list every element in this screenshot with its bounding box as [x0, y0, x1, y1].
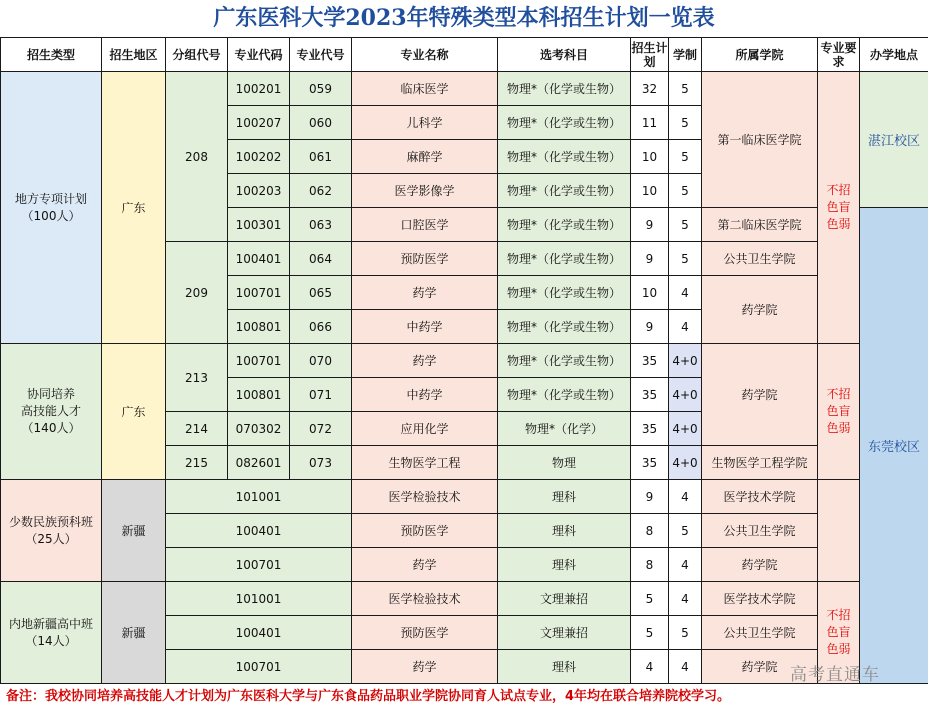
plan-cell: 35 — [631, 446, 669, 480]
code-cell: 101001 — [166, 582, 352, 616]
fenzu-cell: 215 — [166, 446, 228, 480]
college-cell: 医学技术学院 — [702, 480, 818, 514]
requirement-cell: 不招 色盲 色弱 — [818, 344, 860, 480]
code-cell: 082601 — [228, 446, 290, 480]
years-cell: 5 — [669, 106, 702, 140]
years-cell: 5 — [669, 242, 702, 276]
plan-cell: 35 — [631, 344, 669, 378]
plan-cell: 11 — [631, 106, 669, 140]
enrollment-table — [0, 37, 928, 684]
page-title: 广东医科大学2023年特殊类型本科招生计划一览表 — [213, 5, 715, 31]
code-cell: 101001 — [166, 480, 352, 514]
header-cell: 所属学院 — [702, 38, 818, 72]
fenzu-cell: 208 — [166, 72, 228, 242]
plan-cell: 10 — [631, 174, 669, 208]
college-cell: 生物医学工程学院 — [702, 446, 818, 480]
code-cell: 100401 — [166, 514, 352, 548]
subject-cell: 物理*（化学或生物） — [498, 310, 631, 344]
header-cell: 分组代号 — [166, 38, 228, 72]
subject-cell: 物理*（化学或生物） — [498, 140, 631, 174]
name-cell: 医学检验技术 — [352, 480, 498, 514]
no-cell: 059 — [290, 72, 352, 106]
header-cell: 专业代号 — [290, 38, 352, 72]
name-cell: 医学检验技术 — [352, 582, 498, 616]
years-cell: 5 — [669, 208, 702, 242]
name-cell: 中药学 — [352, 378, 498, 412]
name-cell: 临床医学 — [352, 72, 498, 106]
subject-cell: 理科 — [498, 514, 631, 548]
header-cell: 学制 — [669, 38, 702, 72]
subject-cell: 物理*（化学或生物） — [498, 106, 631, 140]
requirement-cell-empty — [818, 480, 860, 582]
name-cell: 预防医学 — [352, 242, 498, 276]
plan-cell: 8 — [631, 514, 669, 548]
subject-cell: 物理*（化学或生物） — [498, 72, 631, 106]
subject-cell: 理科 — [498, 650, 631, 684]
name-cell: 中药学 — [352, 310, 498, 344]
plan-cell: 9 — [631, 208, 669, 242]
group-region-cell: 新疆 — [102, 582, 166, 684]
no-cell: 072 — [290, 412, 352, 446]
years-cell: 5 — [669, 140, 702, 174]
campus-cell: 湛江校区 — [860, 72, 928, 208]
years-cell: 5 — [669, 616, 702, 650]
code-cell: 100202 — [228, 140, 290, 174]
header-cell: 办学地点 — [860, 38, 928, 72]
college-cell: 药学院 — [702, 344, 818, 446]
no-cell: 073 — [290, 446, 352, 480]
years-cell: 4 — [669, 650, 702, 684]
plan-cell: 35 — [631, 378, 669, 412]
subject-cell: 物理*（化学或生物） — [498, 174, 631, 208]
requirement-cell: 不招 色盲 色弱 — [818, 582, 860, 684]
years-cell: 5 — [669, 514, 702, 548]
code-cell: 100401 — [166, 616, 352, 650]
no-cell: 062 — [290, 174, 352, 208]
subject-cell: 文理兼招 — [498, 582, 631, 616]
years-cell: 5 — [669, 72, 702, 106]
requirement-cell: 不招 色盲 色弱 — [818, 72, 860, 344]
code-cell: 100701 — [166, 548, 352, 582]
no-cell: 071 — [290, 378, 352, 412]
plan-cell: 32 — [631, 72, 669, 106]
code-cell: 100207 — [228, 106, 290, 140]
code-cell: 100701 — [228, 344, 290, 378]
college-cell: 药学院 — [702, 276, 818, 344]
campus-cell: 东莞校区 — [860, 208, 928, 684]
table-row — [1, 582, 928, 616]
plan-cell: 35 — [631, 412, 669, 446]
plan-cell: 9 — [631, 242, 669, 276]
header-cell: 招生类型 — [1, 38, 102, 72]
group-type-cell: 协同培养 高技能人才 （140人） — [1, 344, 102, 480]
college-cell: 医学技术学院 — [702, 582, 818, 616]
no-cell: 064 — [290, 242, 352, 276]
subject-cell: 物理*（化学） — [498, 412, 631, 446]
header-cell: 专业代码 — [228, 38, 290, 72]
name-cell: 口腔医学 — [352, 208, 498, 242]
fenzu-cell: 213 — [166, 344, 228, 412]
subject-cell: 理科 — [498, 480, 631, 514]
name-cell: 药学 — [352, 276, 498, 310]
no-cell: 070 — [290, 344, 352, 378]
subject-cell: 物理*（化学或生物） — [498, 208, 631, 242]
group-region-cell: 广东 — [102, 344, 166, 480]
college-cell: 公共卫生学院 — [702, 514, 818, 548]
table-row — [1, 344, 928, 378]
subject-cell: 理科 — [498, 548, 631, 582]
code-cell: 100401 — [228, 242, 290, 276]
header-cell: 选考科目 — [498, 38, 631, 72]
fenzu-cell: 209 — [166, 242, 228, 344]
plan-cell: 9 — [631, 310, 669, 344]
header-cell: 专业名称 — [352, 38, 498, 72]
code-cell: 070302 — [228, 412, 290, 446]
table-row — [1, 72, 928, 106]
years-cell: 4+0 — [669, 446, 702, 480]
name-cell: 预防医学 — [352, 616, 498, 650]
group-type-cell: 少数民族预科班 （25人） — [1, 480, 102, 582]
years-cell: 4 — [669, 480, 702, 514]
subject-cell: 物理*（化学或生物） — [498, 276, 631, 310]
header-row — [1, 38, 928, 72]
years-cell: 4 — [669, 582, 702, 616]
college-cell: 公共卫生学院 — [702, 242, 818, 276]
years-cell: 4+0 — [669, 344, 702, 378]
name-cell: 药学 — [352, 344, 498, 378]
plan-cell: 9 — [631, 480, 669, 514]
code-cell: 100203 — [228, 174, 290, 208]
plan-cell: 5 — [631, 616, 669, 650]
watermark: 高考直通车 — [790, 665, 880, 685]
years-cell: 4 — [669, 276, 702, 310]
header-cell: 招生计划 — [631, 38, 669, 72]
subject-cell: 物理 — [498, 446, 631, 480]
fenzu-cell: 214 — [166, 412, 228, 446]
code-cell: 100801 — [228, 310, 290, 344]
header-cell: 招生地区 — [102, 38, 166, 72]
subject-cell: 物理*（化学或生物） — [498, 378, 631, 412]
code-cell: 100801 — [228, 378, 290, 412]
subject-cell: 物理*（化学或生物） — [498, 242, 631, 276]
years-cell: 4+0 — [669, 412, 702, 446]
group-region-cell: 新疆 — [102, 480, 166, 582]
years-cell: 4 — [669, 310, 702, 344]
table-row — [1, 480, 928, 514]
code-cell: 100701 — [228, 276, 290, 310]
name-cell: 儿科学 — [352, 106, 498, 140]
group-type-cell: 地方专项计划 （100人） — [1, 72, 102, 344]
no-cell: 066 — [290, 310, 352, 344]
no-cell: 063 — [290, 208, 352, 242]
plan-cell: 10 — [631, 276, 669, 310]
name-cell: 应用化学 — [352, 412, 498, 446]
plan-cell: 8 — [631, 548, 669, 582]
years-cell: 4 — [669, 548, 702, 582]
header-cell: 专业要求 — [818, 38, 860, 72]
college-cell: 公共卫生学院 — [702, 616, 818, 650]
code-cell: 100301 — [228, 208, 290, 242]
plan-cell: 5 — [631, 582, 669, 616]
name-cell: 药学 — [352, 548, 498, 582]
name-cell: 生物医学工程 — [352, 446, 498, 480]
name-cell: 麻醉学 — [352, 140, 498, 174]
group-region-cell: 广东 — [102, 72, 166, 344]
college-cell: 药学院 — [702, 548, 818, 582]
years-cell: 5 — [669, 174, 702, 208]
college-cell: 第二临床医学院 — [702, 208, 818, 242]
code-cell: 100201 — [228, 72, 290, 106]
subject-cell: 文理兼招 — [498, 616, 631, 650]
years-cell: 4+0 — [669, 378, 702, 412]
college-cell: 第一临床医学院 — [702, 72, 818, 208]
no-cell: 060 — [290, 106, 352, 140]
footnote: 备注：我校协同培养高技能人才计划为广东医科大学与广东食品药品职业学院协同育人试点专业，4年均在联合培养院校学习。 — [6, 689, 731, 704]
no-cell: 065 — [290, 276, 352, 310]
code-cell: 100701 — [166, 650, 352, 684]
subject-cell: 物理*（化学或生物） — [498, 344, 631, 378]
plan-cell: 10 — [631, 140, 669, 174]
name-cell: 医学影像学 — [352, 174, 498, 208]
name-cell: 预防医学 — [352, 514, 498, 548]
no-cell: 061 — [290, 140, 352, 174]
college-cell: 药学院 — [702, 650, 818, 684]
group-type-cell: 内地新疆高中班 （14人） — [1, 582, 102, 684]
name-cell: 药学 — [352, 650, 498, 684]
plan-cell: 4 — [631, 650, 669, 684]
